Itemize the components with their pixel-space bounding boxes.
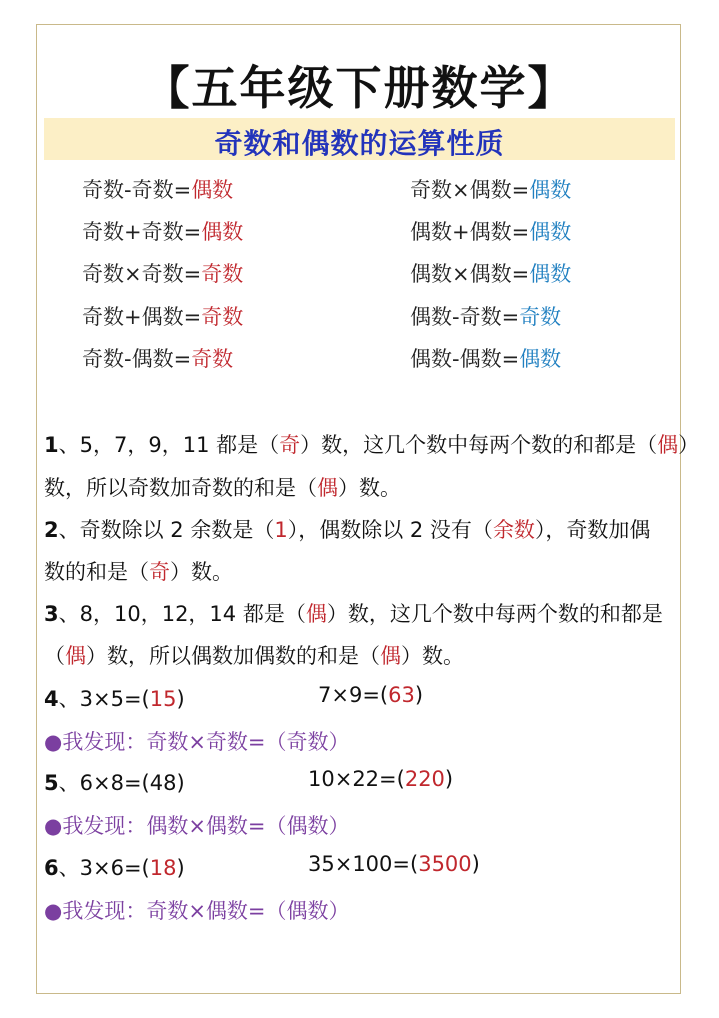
rule-right-1: 奇数×偶数=偶数 [410, 178, 572, 202]
question-4-left: 4、3×5=(15) [44, 687, 185, 711]
question-5-right: 10×22=(220) [308, 767, 454, 791]
question-3-line-2: （偶）数，所以偶数加偶数的和是（偶）数。 [44, 644, 464, 668]
rule-left-1: 奇数-奇数=偶数 [82, 178, 234, 202]
question-6-finding: ●我发现：奇数×偶数=（偶数） [44, 899, 350, 923]
question-2-line-1: 2、奇数除以 2 余数是（1），偶数除以 2 没有（余数），奇数加偶 [44, 518, 651, 542]
rule-left-4: 奇数+偶数=奇数 [82, 305, 244, 329]
question-1-line-1: 1、5，7，9，11 都是（奇）数，这几个数中每两个数的和都是（偶） [44, 433, 700, 457]
rule-right-3: 偶数×偶数=偶数 [410, 262, 572, 286]
subtitle-band [44, 118, 675, 160]
subtitle: 奇数和偶数的运算性质 [214, 127, 505, 160]
question-6-right: 35×100=(3500) [308, 852, 480, 876]
question-4-finding: ●我发现：奇数×奇数=（奇数） [44, 730, 350, 754]
rule-right-2: 偶数+偶数=偶数 [410, 220, 572, 244]
rule-left-3: 奇数×奇数=奇数 [82, 262, 244, 286]
rule-right-5: 偶数-偶数=偶数 [410, 347, 562, 371]
question-6-left: 6、3×6=(18) [44, 856, 185, 880]
question-2-line-2: 数的和是（奇）数。 [44, 560, 233, 584]
rule-right-4: 偶数-奇数=奇数 [410, 305, 562, 329]
page-border [36, 24, 681, 994]
question-4-right: 7×9=(63) [318, 683, 424, 707]
question-1-line-2: 数，所以奇数加奇数的和是（偶）数。 [44, 476, 401, 500]
question-3-line-1: 3、8，10，12，14 都是（偶）数，这几个数中每两个数的和都是 [44, 602, 663, 626]
rule-left-5: 奇数-偶数=奇数 [82, 347, 234, 371]
rule-left-2: 奇数+奇数=偶数 [82, 220, 244, 244]
question-5-finding: ●我发现：偶数×偶数=（偶数） [44, 814, 350, 838]
page-title: 【五年级下册数学】 [143, 61, 576, 115]
question-5-left: 5、6×8=(48) [44, 771, 185, 795]
